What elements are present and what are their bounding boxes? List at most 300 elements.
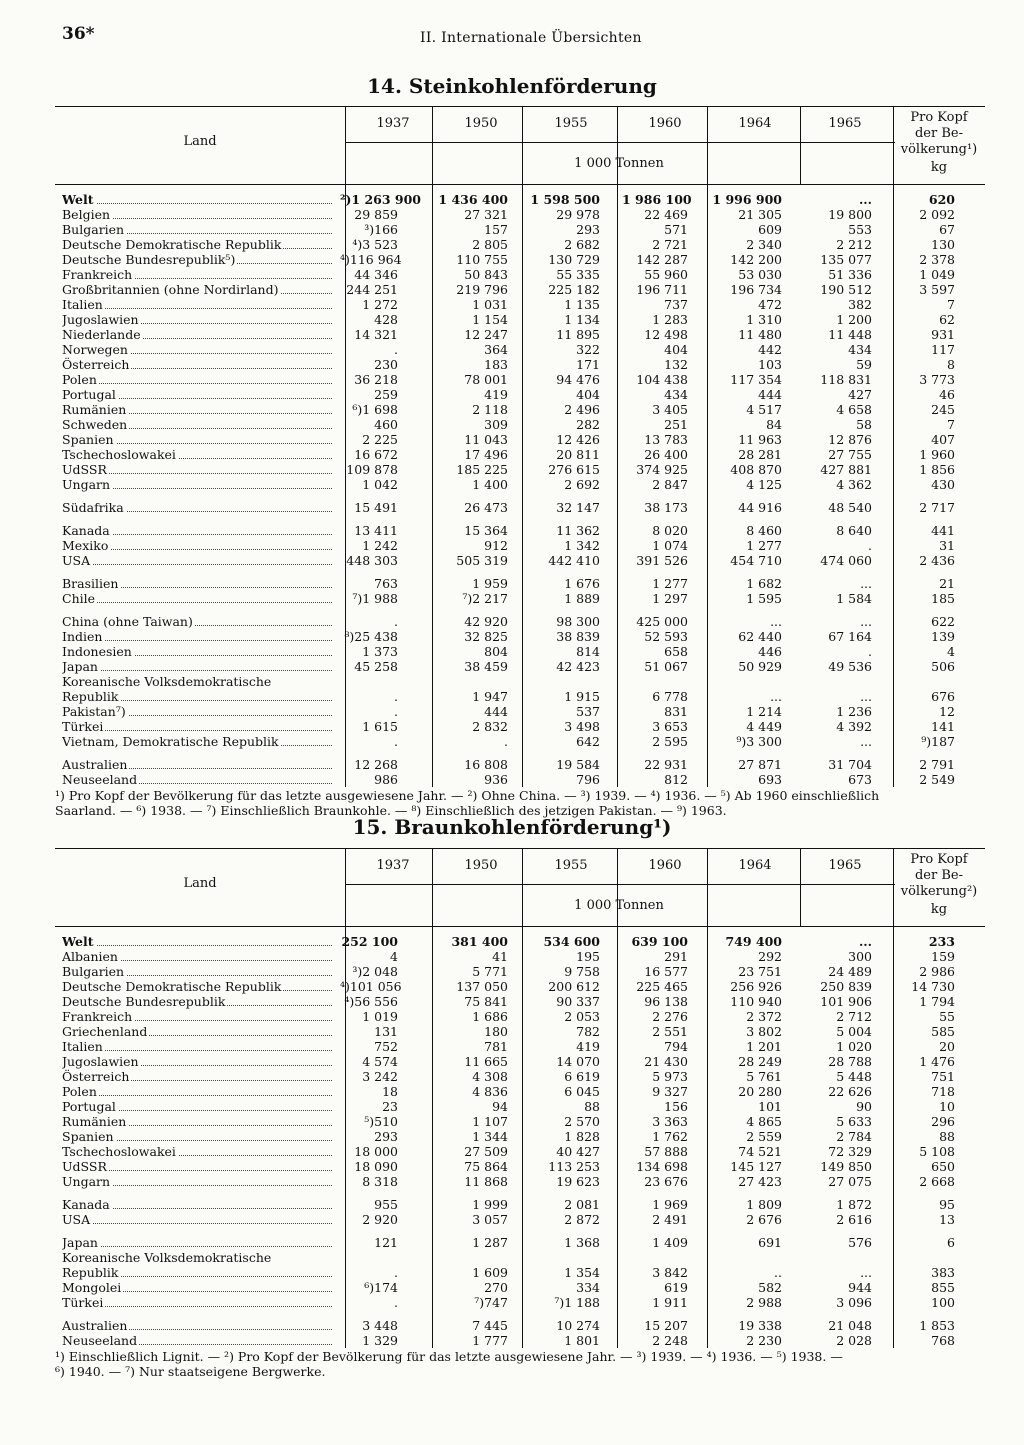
- table15-table-row: [0, 979, 1000, 994]
- table14-value-cell: 936: [484, 772, 508, 787]
- table14-country-name: Südafrika: [62, 500, 124, 515]
- table14-value-cell: 3 597: [919, 282, 955, 297]
- table15-value-cell: 20: [939, 1039, 955, 1054]
- table14-value-cell: 38 839: [556, 629, 600, 644]
- table14-value-cell: 1 277: [746, 538, 782, 553]
- table15-value-cell: 90: [856, 1099, 872, 1114]
- table14-value-cell: 737: [664, 297, 688, 312]
- table15-value-cell: ..: [774, 1265, 782, 1280]
- table14-value-cell: 472: [758, 297, 782, 312]
- table14-value-cell: 2 682: [564, 237, 600, 252]
- table14-leader-dots: [62, 602, 332, 603]
- table14-value-cell: .: [504, 734, 508, 749]
- table14-value-cell: 130: [931, 237, 955, 252]
- table14-table-row: [0, 252, 1000, 267]
- table15-table-row: [0, 1039, 1000, 1054]
- table14-leader-dots: [62, 564, 332, 565]
- table14-value-cell: 135 077: [820, 252, 872, 267]
- table14-country-label: [62, 267, 332, 282]
- table15-year-rule: [345, 884, 895, 885]
- table15-value-cell: 3 842: [652, 1265, 688, 1280]
- table15-value-cell: 749 400: [725, 934, 782, 949]
- table14-country-name: Türkei: [62, 719, 104, 734]
- table15-value-cell: 383: [931, 1265, 955, 1280]
- table14-country-label: [62, 417, 332, 432]
- table15-value-cell: 6: [947, 1235, 955, 1250]
- table14-country-label: [62, 447, 332, 462]
- table14-land-header: Land: [183, 134, 217, 149]
- table14-value-cell: 831: [664, 704, 688, 719]
- table14-table-row: [0, 674, 1000, 689]
- table14-country-name: Deutsche Bundesrepublik⁵): [62, 252, 236, 267]
- table15-year-header: 1950: [464, 858, 498, 873]
- table14-value-cell: 3 773: [919, 372, 955, 387]
- table15-value-cell: 2 551: [652, 1024, 688, 1039]
- table15-value-cell: 21 430: [644, 1054, 688, 1069]
- table14-value-cell: 117 354: [730, 372, 782, 387]
- table15-value-cell: 293: [374, 1129, 398, 1144]
- table14-value-cell: 1 598 500: [530, 192, 600, 207]
- table15-table-row: [0, 1280, 1000, 1295]
- table14-value-cell: ⁴)3 523: [352, 237, 398, 252]
- table15-table-row: [0, 1174, 1000, 1189]
- table14-country-name: Chile: [62, 591, 96, 606]
- table14-value-cell: 1 236: [836, 704, 872, 719]
- table14-value-cell: 230: [374, 357, 398, 372]
- table14-value-cell: ...: [858, 192, 872, 207]
- table15-value-cell: 23 676: [644, 1174, 688, 1189]
- table15-value-cell: 137 050: [456, 979, 508, 994]
- page-number: 36*: [62, 24, 95, 44]
- table15-value-cell: 2 491: [652, 1212, 688, 1227]
- table14-footnote: ¹) Pro Kopf der Bevölkerung für das letzte ausgewiesene Jahr. — ²) Ohne China. — ³) 1939. — ⁴) 1936. — ⁵) Ab 1960 einschließlich: [55, 788, 880, 803]
- table14-value-cell: 434: [848, 342, 872, 357]
- table14-value-cell: 20 811: [556, 447, 600, 462]
- table15-value-cell: 4 574: [362, 1054, 398, 1069]
- table15-value-cell: 781: [484, 1039, 508, 1054]
- table14-table-row: [0, 757, 1000, 772]
- table14-year-header: 1955: [554, 116, 588, 131]
- table14-country-name: Welt: [62, 192, 94, 207]
- table15-value-cell: 88: [939, 1129, 955, 1144]
- table14-country-name: Koreanische Volksdemokratische: [62, 674, 272, 689]
- table15-table-row: [0, 1129, 1000, 1144]
- table14-value-cell: 4: [947, 644, 955, 659]
- table15-value-cell: 855: [931, 1280, 955, 1295]
- table15-value-cell: 5 973: [652, 1069, 688, 1084]
- table15-value-cell: 4 308: [472, 1069, 508, 1084]
- table15-land-header: Land: [183, 876, 217, 891]
- table15-country-name: Italien: [62, 1039, 103, 1054]
- table15-value-cell: 2 676: [746, 1212, 782, 1227]
- table15-table-row: [0, 1009, 1000, 1024]
- table15-value-cell: 131: [374, 1024, 398, 1039]
- table15-value-cell: .: [394, 1265, 398, 1280]
- table15-table-row: [0, 1159, 1000, 1174]
- table14-value-cell: 142 287: [636, 252, 688, 267]
- table14-value-cell: 1 915: [564, 689, 600, 704]
- table15-year-header: 1955: [554, 858, 588, 873]
- table15-header-divider: [617, 848, 618, 926]
- table14-value-cell: 441: [931, 523, 955, 538]
- table15-country-label: [62, 1054, 332, 1069]
- table14-value-cell: 1 436 400: [438, 192, 508, 207]
- table15-country-label: [62, 1174, 332, 1189]
- table15-value-cell: 1 911: [652, 1295, 688, 1310]
- table15-value-cell: 2 559: [746, 1129, 782, 1144]
- table15-value-cell: 2 784: [836, 1129, 872, 1144]
- table15-value-cell: 19 338: [738, 1318, 782, 1333]
- table14-table-row: [0, 207, 1000, 222]
- table14-table-row: [0, 462, 1000, 477]
- table14-country-label: [62, 704, 332, 719]
- table14-value-cell: .: [868, 644, 872, 659]
- table15-value-cell: 200 612: [548, 979, 600, 994]
- table14-title: 14. Steinkohlenförderung: [367, 74, 657, 98]
- table14-table-row: [0, 267, 1000, 282]
- table14-value-cell: 21 305: [738, 207, 782, 222]
- table14-value-cell: 58: [856, 417, 872, 432]
- table15-value-cell: 256 926: [730, 979, 782, 994]
- table15-table-row: [0, 1099, 1000, 1114]
- table15-value-cell: ⁴)101 056: [340, 979, 402, 994]
- table15-country-label: [62, 1129, 332, 1144]
- table15-value-cell: 41: [492, 949, 508, 964]
- table15-value-cell: 300: [848, 949, 872, 964]
- table14-value-cell: 3 405: [652, 402, 688, 417]
- table15-value-cell: 768: [931, 1333, 955, 1348]
- table14-country-name: USA: [62, 553, 91, 568]
- table14-table-row: [0, 222, 1000, 237]
- table14-value-cell: 219 796: [456, 282, 508, 297]
- table14-table-row: [0, 237, 1000, 252]
- table14-value-cell: 32 825: [464, 629, 508, 644]
- table15-value-cell: ⁷)747: [474, 1295, 508, 1310]
- table14-value-cell: ⁹)187: [921, 734, 955, 749]
- table15-table-row: [0, 1212, 1000, 1227]
- table14-value-cell: 67: [939, 222, 955, 237]
- table14-country-name: Schweden: [62, 417, 128, 432]
- table14-value-cell: 183: [484, 357, 508, 372]
- table15-country-name: Welt: [62, 934, 94, 949]
- table14-value-cell: 1 310: [746, 312, 782, 327]
- table14-value-cell: 931: [931, 327, 955, 342]
- table14-value-cell: .: [394, 704, 398, 719]
- table14-top-rule: [55, 106, 985, 107]
- table14-value-cell: 19 800: [828, 207, 872, 222]
- table15-country-name: Rumänien: [62, 1114, 127, 1129]
- table15-value-cell: 15 207: [644, 1318, 688, 1333]
- table14-value-cell: 419: [484, 387, 508, 402]
- table15-value-cell: ...: [858, 934, 872, 949]
- table14-value-cell: 8: [947, 357, 955, 372]
- table15-value-cell: 18 090: [354, 1159, 398, 1174]
- table15-country-label: [62, 1197, 332, 1212]
- table15-value-cell: 1 409: [652, 1235, 688, 1250]
- table15-value-cell: 3 363: [652, 1114, 688, 1129]
- table15-country-label: [62, 1318, 332, 1333]
- table15-value-cell: 11 868: [464, 1174, 508, 1189]
- table14-per-capita-header: völkerung¹): [900, 142, 978, 157]
- table14-value-cell: 1 134: [564, 312, 600, 327]
- table15-value-cell: 1 368: [564, 1235, 600, 1250]
- table14-value-cell: 84: [766, 417, 782, 432]
- table14-value-cell: .: [394, 689, 398, 704]
- table14-value-cell: 15 491: [354, 500, 398, 515]
- table14-value-cell: 98 300: [556, 614, 600, 629]
- table14-value-cell: 27 871: [738, 757, 782, 772]
- table15-country-name: Mongolei: [62, 1280, 122, 1295]
- table15-value-cell: 10: [939, 1099, 955, 1114]
- table15-value-cell: 2 668: [919, 1174, 955, 1189]
- table14-value-cell: 38 459: [464, 659, 508, 674]
- table15-table-row: [0, 994, 1000, 1009]
- table14-value-cell: 259: [374, 387, 398, 402]
- table14-value-cell: 642: [576, 734, 600, 749]
- table14-value-cell: 1 960: [919, 447, 955, 462]
- table15-value-cell: 40 427: [556, 1144, 600, 1159]
- table14-table-row: [0, 327, 1000, 342]
- table14-value-cell: 1 154: [472, 312, 508, 327]
- table14-value-cell: ⁸)25 438: [344, 629, 398, 644]
- table14-table-row: [0, 500, 1000, 515]
- table15-table-row: [0, 1144, 1000, 1159]
- table14-value-cell: 448 303: [346, 553, 398, 568]
- table14-value-cell: 245: [931, 402, 955, 417]
- table15-country-name: Australien: [62, 1318, 128, 1333]
- table15-value-cell: 13: [939, 1212, 955, 1227]
- table14-country-label: [62, 462, 332, 477]
- table15-country-name: Neuseeland: [62, 1333, 138, 1348]
- table14-country-label: [62, 734, 332, 749]
- table14-table-row: [0, 553, 1000, 568]
- table14-value-cell: 11 362: [556, 523, 600, 538]
- table15-value-cell: 72 329: [828, 1144, 872, 1159]
- table14-value-cell: 157: [484, 222, 508, 237]
- table15-value-cell: 691: [758, 1235, 782, 1250]
- table14-value-cell: 1 996 900: [712, 192, 782, 207]
- table14-country-name: Niederlande: [62, 327, 141, 342]
- table14-value-cell: 506: [931, 659, 955, 674]
- table15-value-cell: 751: [931, 1069, 955, 1084]
- table15-country-name: Kanada: [62, 1197, 110, 1212]
- table14-per-capita-header: der Be-: [914, 126, 963, 141]
- table14-country-label: [62, 523, 332, 538]
- table15-country-name: Republik: [62, 1265, 119, 1280]
- table14-value-cell: 6 778: [652, 689, 688, 704]
- table15-country-label: [62, 1084, 332, 1099]
- table14-table-row: [0, 734, 1000, 749]
- table14-value-cell: .: [394, 614, 398, 629]
- table15-country-label: [62, 1069, 332, 1084]
- table15-country-name: Deutsche Bundesrepublik: [62, 994, 226, 1009]
- table14-value-cell: 36 218: [354, 372, 398, 387]
- table14-value-cell: 427 881: [820, 462, 872, 477]
- table14-value-cell: 26 473: [464, 500, 508, 515]
- table14-value-cell: 1 676: [564, 576, 600, 591]
- table14-country-label: [62, 312, 332, 327]
- table14-value-cell: 676: [931, 689, 955, 704]
- table14-value-cell: 2 340: [746, 237, 782, 252]
- table15-table-row: [0, 934, 1000, 949]
- table15-leader-dots: [62, 1246, 332, 1247]
- table15-value-cell: 2 920: [362, 1212, 398, 1227]
- table14-value-cell: 1 947: [472, 689, 508, 704]
- table14-value-cell: 282: [576, 417, 600, 432]
- table14-value-cell: 460: [374, 417, 398, 432]
- table14-per-capita-header: Pro Kopf: [910, 110, 968, 125]
- table14-value-cell: 428: [374, 312, 398, 327]
- table15-value-cell: 90 337: [556, 994, 600, 1009]
- table14-value-cell: 1 682: [746, 576, 782, 591]
- table14-table-row: [0, 282, 1000, 297]
- table14-country-label: [62, 222, 332, 237]
- table14-value-cell: 812: [664, 772, 688, 787]
- table14-value-cell: 1 214: [746, 704, 782, 719]
- table14-country-name: Bulgarien: [62, 222, 125, 237]
- table14-value-cell: 62: [939, 312, 955, 327]
- table14-country-label: [62, 500, 332, 515]
- table14-value-cell: 4 392: [836, 719, 872, 734]
- table14-table-row: [0, 538, 1000, 553]
- table14-value-cell: 763: [374, 576, 398, 591]
- table14-value-cell: 2 549: [919, 772, 955, 787]
- table15-value-cell: 2 986: [919, 964, 955, 979]
- table14-year-header: 1960: [648, 116, 682, 131]
- table15-value-cell: 75 864: [464, 1159, 508, 1174]
- table14-value-cell: 16 808: [464, 757, 508, 772]
- table15-value-cell: 1 999: [472, 1197, 508, 1212]
- table14-value-cell: 8 640: [836, 523, 872, 538]
- table14-value-cell: 196 734: [730, 282, 782, 297]
- table15-table-row: [0, 949, 1000, 964]
- table15-value-cell: ³)2 048: [352, 964, 398, 979]
- table15-value-cell: 5 633: [836, 1114, 872, 1129]
- table15-table-row: [0, 1250, 1000, 1265]
- table15-value-cell: 1 969: [652, 1197, 688, 1212]
- table15-footnote: ¹) Einschließlich Lignit. — ²) Pro Kopf der Bevölkerung für das letzte ausgewiesene Jahr. — ³) 1939. — ⁴) 1936. — ⁵) 1938. —: [55, 1349, 843, 1364]
- table15-country-label: [62, 1280, 332, 1295]
- table15-value-cell: 334: [576, 1280, 600, 1295]
- table14-value-cell: ...: [860, 689, 872, 704]
- table14-value-cell: 49 536: [828, 659, 872, 674]
- table15-value-cell: 782: [576, 1024, 600, 1039]
- table15-value-cell: 3 448: [362, 1318, 398, 1333]
- table15-value-cell: 1 686: [472, 1009, 508, 1024]
- table15-value-cell: 718: [931, 1084, 955, 1099]
- table14-value-cell: 1 986 100: [622, 192, 692, 207]
- table15-year-header: 1960: [648, 858, 682, 873]
- table15-value-cell: 74 521: [738, 1144, 782, 1159]
- table15-value-cell: 7 445: [472, 1318, 508, 1333]
- table15-year-header: 1965: [828, 858, 862, 873]
- table14-country-name: Polen: [62, 372, 97, 387]
- table14-value-cell: 571: [664, 222, 688, 237]
- table15-value-cell: 585: [931, 1024, 955, 1039]
- table14-value-cell: 11 448: [828, 327, 872, 342]
- table15-value-cell: 195: [576, 949, 600, 964]
- table14-value-cell: 309: [484, 417, 508, 432]
- table14-header-divider: [617, 106, 618, 184]
- table14-country-name: Australien: [62, 757, 128, 772]
- table15-country-label: [62, 1039, 332, 1054]
- table15-value-cell: 156: [664, 1099, 688, 1114]
- table15-value-cell: 250 839: [820, 979, 872, 994]
- table14-value-cell: 609: [758, 222, 782, 237]
- table15-value-cell: 2 988: [746, 1295, 782, 1310]
- table14-value-cell: 454 710: [730, 553, 782, 568]
- table14-value-cell: 11 043: [464, 432, 508, 447]
- table14-value-cell: 1 342: [564, 538, 600, 553]
- table14-value-cell: 4 517: [746, 402, 782, 417]
- table15-country-label: [62, 1235, 332, 1250]
- table14-value-cell: 46: [939, 387, 955, 402]
- table15-value-cell: 1 777: [472, 1333, 508, 1348]
- table15-country-label: [62, 1099, 332, 1114]
- table14-value-cell: 2 436: [919, 553, 955, 568]
- table15-country-name: Jugoslawien: [62, 1054, 139, 1069]
- table14-value-cell: ²)1 263 900: [340, 192, 421, 207]
- table14-country-label: [62, 372, 332, 387]
- table14-value-cell: 67 164: [828, 629, 872, 644]
- table14-value-cell: 444: [758, 387, 782, 402]
- table14-value-cell: 1 074: [652, 538, 688, 553]
- table15-value-cell: 14 730: [911, 979, 955, 994]
- table14-table-row: [0, 689, 1000, 704]
- table15-value-cell: 134 698: [636, 1159, 688, 1174]
- table15-value-cell: 180: [484, 1024, 508, 1039]
- table14-country-label: [62, 207, 332, 222]
- table14-table-row: [0, 477, 1000, 492]
- table14-value-cell: 12 498: [644, 327, 688, 342]
- table14-value-cell: 28 281: [738, 447, 782, 462]
- table14-value-cell: 29 859: [354, 207, 398, 222]
- table14-value-cell: 1 595: [746, 591, 782, 606]
- table15-value-cell: 1 329: [362, 1333, 398, 1348]
- table14-value-cell: 446: [758, 644, 782, 659]
- table14-value-cell: 171: [576, 357, 600, 372]
- table14-value-cell: 2 378: [919, 252, 955, 267]
- table14-value-cell: 132: [664, 357, 688, 372]
- table14-table-row: [0, 659, 1000, 674]
- table15-country-label: [62, 1212, 332, 1227]
- table15-table-row: [0, 1333, 1000, 1348]
- table15-value-cell: 100: [931, 1295, 955, 1310]
- table14-value-cell: 2 832: [472, 719, 508, 734]
- table14-value-cell: 51 067: [644, 659, 688, 674]
- table15-country-name: Tschechoslowakei: [62, 1144, 176, 1159]
- table14-table-row: [0, 417, 1000, 432]
- table14-country-label: [62, 614, 332, 629]
- table14-value-cell: 185 225: [456, 462, 508, 477]
- table15-value-cell: 296: [931, 1114, 955, 1129]
- table14-country-name: Norwegen: [62, 342, 128, 357]
- table14-value-cell: .: [868, 538, 872, 553]
- table14-value-cell: 12 426: [556, 432, 600, 447]
- table15-value-cell: ⁵)510: [364, 1114, 398, 1129]
- table14-value-cell: 3 653: [652, 719, 688, 734]
- table14-value-cell: 912: [484, 538, 508, 553]
- table14-country-name: Portugal: [62, 387, 116, 402]
- table15-value-cell: 10 274: [556, 1318, 600, 1333]
- table15-value-cell: 96 138: [644, 994, 688, 1009]
- table15-country-name: Portugal: [62, 1099, 116, 1114]
- table15-unit-header: 1 000 Tonnen: [574, 898, 664, 913]
- table15-country-label: [62, 979, 332, 994]
- table14-country-name: Republik: [62, 689, 119, 704]
- table14-value-cell: 2 805: [472, 237, 508, 252]
- table15-value-cell: 2 248: [652, 1333, 688, 1348]
